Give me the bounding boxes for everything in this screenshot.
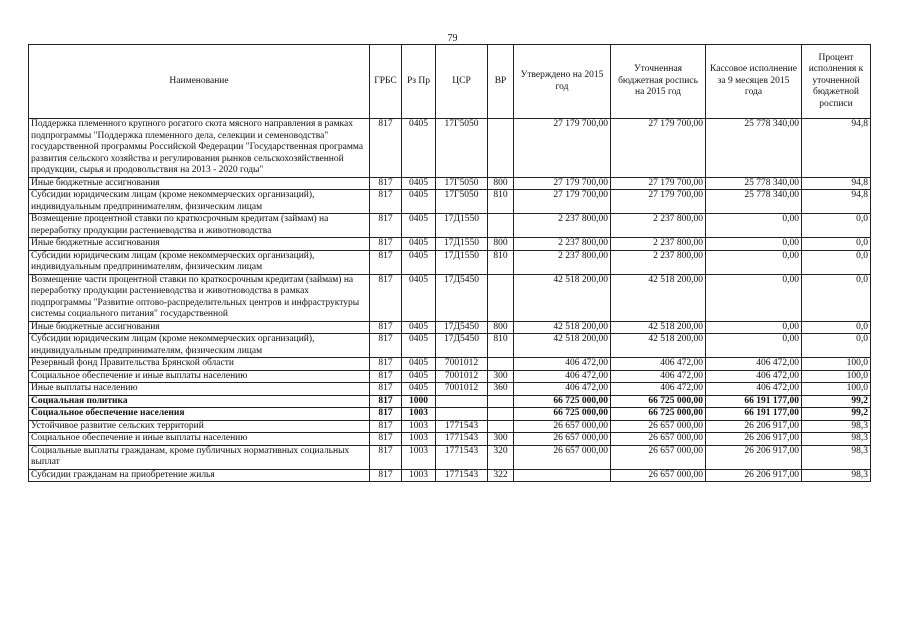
cell-rzpr: 1003 [402, 420, 436, 433]
cell-grbs: 817 [370, 445, 402, 469]
table-row [29, 190, 871, 214]
cell-refined: 406 472,00 [611, 358, 706, 371]
cell-vr: 300 [488, 433, 514, 446]
cell-name: Возмещение части процентной ставки по краткосрочным кредитам (займам) на переработку продукции растениеводства и животноводства в рамках подпрограммы "Развитие оптово-распределительных центров и инфраструктуры системы социального питания" государственной [29, 274, 370, 321]
header-csr: ЦСР [436, 45, 488, 119]
header-percent: Процент исполнения к уточненной бюджетной росписи [802, 45, 871, 119]
cell-cash: 406 472,00 [706, 370, 802, 383]
cell-name: Субсидии юридическим лицам (кроме некоммерческих организаций), индивидуальным предпринимателям, физическим лицам [29, 190, 370, 214]
cell-refined: 2 237 800,00 [611, 250, 706, 274]
table-row [29, 358, 871, 371]
cell-rzpr: 1003 [402, 445, 436, 469]
cell-percent: 94,8 [802, 177, 871, 190]
table-row [29, 274, 871, 321]
cell-refined: 27 179 700,00 [611, 177, 706, 190]
table-row [29, 408, 871, 421]
cell-csr: 17Г5050 [436, 190, 488, 214]
cell-vr: 300 [488, 370, 514, 383]
cell-refined: 2 237 800,00 [611, 214, 706, 238]
cell-csr [436, 408, 488, 421]
cell-cash: 0,00 [706, 274, 802, 321]
cell-refined: 27 179 700,00 [611, 190, 706, 214]
cell-percent: 100,0 [802, 358, 871, 371]
cell-approved: 26 657 000,00 [514, 445, 611, 469]
cell-cash: 0,00 [706, 250, 802, 274]
cell-name: Резервный фонд Правительства Брянской области [29, 358, 370, 371]
header-grbs: ГРБС [370, 45, 402, 119]
cell-rzpr: 0405 [402, 370, 436, 383]
cell-grbs: 817 [370, 408, 402, 421]
cell-rzpr: 0405 [402, 250, 436, 274]
budget-table [28, 44, 871, 482]
cell-vr: 800 [488, 177, 514, 190]
cell-refined: 26 657 000,00 [611, 433, 706, 446]
cell-approved: 66 725 000,00 [514, 395, 611, 408]
cell-grbs: 817 [370, 190, 402, 214]
header-approved: Утверждено на 2015 год [514, 45, 611, 119]
cell-percent: 0,0 [802, 214, 871, 238]
cell-name: Социальное обеспечение и иные выплаты населению [29, 370, 370, 383]
cell-rzpr: 0405 [402, 119, 436, 178]
table-row [29, 238, 871, 251]
cell-name: Субсидии юридическим лицам (кроме некоммерческих организаций), индивидуальным предпринимателям, физическим лицам [29, 250, 370, 274]
cell-rzpr: 1003 [402, 469, 436, 482]
cell-percent: 100,0 [802, 383, 871, 396]
cell-approved: 42 518 200,00 [514, 321, 611, 334]
cell-grbs: 817 [370, 395, 402, 408]
cell-refined: 406 472,00 [611, 383, 706, 396]
cell-rzpr: 1003 [402, 433, 436, 446]
table-row [29, 119, 871, 178]
cell-grbs: 817 [370, 420, 402, 433]
cell-approved: 27 179 700,00 [514, 177, 611, 190]
cell-refined: 26 657 000,00 [611, 445, 706, 469]
cell-csr: 1771543 [436, 469, 488, 482]
cell-vr: 800 [488, 321, 514, 334]
cell-cash: 0,00 [706, 321, 802, 334]
cell-vr [488, 274, 514, 321]
cell-grbs: 817 [370, 238, 402, 251]
cell-percent: 0,0 [802, 250, 871, 274]
cell-grbs: 817 [370, 214, 402, 238]
cell-name: Социальные выплаты гражданам, кроме публичных нормативных социальных выплат [29, 445, 370, 469]
cell-csr: 17Д1550 [436, 250, 488, 274]
cell-vr [488, 358, 514, 371]
cell-vr [488, 420, 514, 433]
cell-refined: 27 179 700,00 [611, 119, 706, 178]
cell-name: Социальная политика [29, 395, 370, 408]
cell-name: Социальное обеспечение населения [29, 408, 370, 421]
cell-percent: 0,0 [802, 334, 871, 358]
cell-csr: 17Д5450 [436, 334, 488, 358]
cell-approved: 26 657 000,00 [514, 420, 611, 433]
table-row [29, 177, 871, 190]
header-row [29, 45, 871, 119]
table-row [29, 445, 871, 469]
cell-grbs: 817 [370, 177, 402, 190]
cell-cash: 0,00 [706, 214, 802, 238]
cell-refined: 2 237 800,00 [611, 238, 706, 251]
cell-vr: 810 [488, 190, 514, 214]
cell-cash: 26 206 917,00 [706, 433, 802, 446]
cell-name: Возмещение процентной ставки по краткосрочным кредитам (займам) на переработку продукции растениеводства и животноводства [29, 214, 370, 238]
table-row [29, 370, 871, 383]
cell-name: Субсидии гражданам на приобретение жилья [29, 469, 370, 482]
cell-approved: 2 237 800,00 [514, 250, 611, 274]
cell-percent: 94,8 [802, 190, 871, 214]
cell-refined: 406 472,00 [611, 370, 706, 383]
cell-vr: 800 [488, 238, 514, 251]
cell-name: Иные бюджетные ассигнования [29, 177, 370, 190]
cell-refined: 26 657 000,00 [611, 469, 706, 482]
table-row [29, 420, 871, 433]
page-number: 79 [447, 33, 458, 44]
cell-refined: 66 725 000,00 [611, 408, 706, 421]
cell-csr: 7001012 [436, 370, 488, 383]
cell-cash: 66 191 177,00 [706, 395, 802, 408]
cell-refined: 42 518 200,00 [611, 274, 706, 321]
cell-cash: 0,00 [706, 238, 802, 251]
cell-percent: 94,8 [802, 119, 871, 178]
cell-percent: 0,0 [802, 321, 871, 334]
cell-approved: 27 179 700,00 [514, 119, 611, 178]
cell-percent: 98,3 [802, 420, 871, 433]
cell-vr: 360 [488, 383, 514, 396]
cell-vr [488, 214, 514, 238]
header-refined: Уточненная бюджетная роспись на 2015 год [611, 45, 706, 119]
table-body [29, 119, 871, 482]
header-rzpr: Рз Пр [402, 45, 436, 119]
cell-cash: 26 206 917,00 [706, 445, 802, 469]
cell-vr: 322 [488, 469, 514, 482]
cell-approved: 406 472,00 [514, 358, 611, 371]
cell-approved: 2 237 800,00 [514, 214, 611, 238]
cell-csr [436, 395, 488, 408]
cell-grbs: 817 [370, 274, 402, 321]
cell-csr: 17Д1550 [436, 214, 488, 238]
table-row [29, 383, 871, 396]
cell-csr: 1771543 [436, 445, 488, 469]
cell-approved: 42 518 200,00 [514, 334, 611, 358]
cell-vr: 810 [488, 334, 514, 358]
table-row [29, 469, 871, 482]
cell-approved: 2 237 800,00 [514, 238, 611, 251]
cell-rzpr: 0405 [402, 321, 436, 334]
cell-grbs: 817 [370, 119, 402, 178]
cell-percent: 98,3 [802, 445, 871, 469]
cell-grbs: 817 [370, 469, 402, 482]
cell-cash: 406 472,00 [706, 383, 802, 396]
cell-csr: 17Г5050 [436, 119, 488, 178]
cell-approved: 406 472,00 [514, 383, 611, 396]
cell-cash: 26 206 917,00 [706, 420, 802, 433]
cell-csr: 7001012 [436, 383, 488, 396]
cell-csr: 7001012 [436, 358, 488, 371]
cell-percent: 98,3 [802, 469, 871, 482]
cell-percent: 98,3 [802, 433, 871, 446]
cell-grbs: 817 [370, 250, 402, 274]
cell-cash: 66 191 177,00 [706, 408, 802, 421]
cell-name: Иные бюджетные ассигнования [29, 238, 370, 251]
cell-vr [488, 119, 514, 178]
cell-name: Иные выплаты населению [29, 383, 370, 396]
cell-cash: 25 778 340,00 [706, 177, 802, 190]
cell-rzpr: 0405 [402, 334, 436, 358]
cell-refined: 26 657 000,00 [611, 420, 706, 433]
cell-approved [514, 469, 611, 482]
cell-cash: 0,00 [706, 334, 802, 358]
cell-grbs: 817 [370, 321, 402, 334]
cell-percent: 0,0 [802, 274, 871, 321]
cell-cash: 25 778 340,00 [706, 119, 802, 178]
cell-approved: 406 472,00 [514, 370, 611, 383]
cell-rzpr: 0405 [402, 177, 436, 190]
header-vr: ВР [488, 45, 514, 119]
cell-rzpr: 0405 [402, 238, 436, 251]
cell-rzpr: 1000 [402, 395, 436, 408]
header-name: Наименование [29, 45, 370, 119]
cell-rzpr: 0405 [402, 358, 436, 371]
table-row [29, 433, 871, 446]
cell-name: Устойчивое развитие сельских территорий [29, 420, 370, 433]
cell-refined: 66 725 000,00 [611, 395, 706, 408]
header-cash: Кассовое исполнение за 9 месяцев 2015 года [706, 45, 802, 119]
cell-csr: 17Д5450 [436, 321, 488, 334]
cell-rzpr: 0405 [402, 190, 436, 214]
cell-grbs: 817 [370, 334, 402, 358]
cell-cash: 406 472,00 [706, 358, 802, 371]
table-row [29, 214, 871, 238]
cell-csr: 17Г5050 [436, 177, 488, 190]
cell-csr: 17Д1550 [436, 238, 488, 251]
cell-refined: 42 518 200,00 [611, 321, 706, 334]
table-row [29, 334, 871, 358]
cell-grbs: 817 [370, 358, 402, 371]
cell-percent: 99,2 [802, 395, 871, 408]
cell-approved: 27 179 700,00 [514, 190, 611, 214]
cell-vr: 320 [488, 445, 514, 469]
cell-approved: 66 725 000,00 [514, 408, 611, 421]
cell-rzpr: 0405 [402, 214, 436, 238]
cell-name: Социальное обеспечение и иные выплаты населению [29, 433, 370, 446]
cell-vr [488, 408, 514, 421]
cell-rzpr: 0405 [402, 274, 436, 321]
cell-percent: 100,0 [802, 370, 871, 383]
cell-percent: 0,0 [802, 238, 871, 251]
cell-cash: 25 778 340,00 [706, 190, 802, 214]
cell-grbs: 817 [370, 370, 402, 383]
table-row [29, 395, 871, 408]
cell-approved: 26 657 000,00 [514, 433, 611, 446]
table-row [29, 321, 871, 334]
cell-name: Иные бюджетные ассигнования [29, 321, 370, 334]
cell-name: Субсидии юридическим лицам (кроме некоммерческих организаций), индивидуальным предпринимателям, физическим лицам [29, 334, 370, 358]
cell-rzpr: 1003 [402, 408, 436, 421]
cell-name: Поддержка племенного крупного рогатого скота мясного направления в рамках подпрограммы "Поддержка племенного дела, селекции и семеноводства" государственной программы Российской Федерации "Государственная программа развития сельского хозяйства и регулирования рынков сельскохозяйственной продукции, сырья и продовольствия на 2013 - 2020 годы" [29, 119, 370, 178]
cell-approved: 42 518 200,00 [514, 274, 611, 321]
table-row [29, 250, 871, 274]
cell-grbs: 817 [370, 383, 402, 396]
cell-csr: 1771543 [436, 433, 488, 446]
cell-grbs: 817 [370, 433, 402, 446]
cell-csr: 17Д5450 [436, 274, 488, 321]
cell-refined: 42 518 200,00 [611, 334, 706, 358]
cell-percent: 99,2 [802, 408, 871, 421]
cell-rzpr: 0405 [402, 383, 436, 396]
cell-vr: 810 [488, 250, 514, 274]
cell-vr [488, 395, 514, 408]
cell-cash: 26 206 917,00 [706, 469, 802, 482]
cell-csr: 1771543 [436, 420, 488, 433]
